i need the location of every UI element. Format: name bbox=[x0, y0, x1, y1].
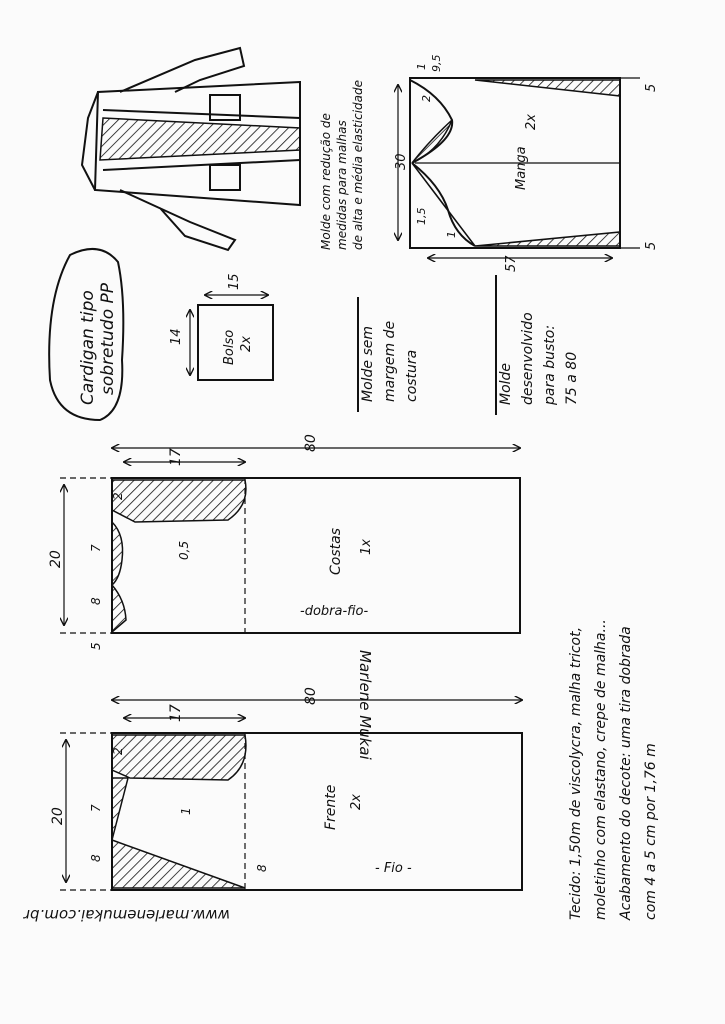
sleeve-m4: 1,5 bbox=[415, 207, 428, 225]
title-line-1: Cardigan tipo bbox=[78, 290, 98, 405]
front-grain-label: - Fio - bbox=[375, 861, 412, 876]
developed-line-1: Molde bbox=[498, 362, 514, 405]
developed-line-4: 75 a 80 bbox=[564, 351, 580, 405]
pocket-width: 14 bbox=[169, 328, 184, 345]
back-fold-label: -dobra-fio- bbox=[300, 604, 369, 619]
front-qty: 2x bbox=[349, 794, 364, 810]
no-seam-note bbox=[358, 297, 420, 412]
pocket-piece bbox=[169, 273, 273, 380]
sleeve-m3: 2 bbox=[420, 95, 433, 102]
front-shoulder: 17 bbox=[168, 704, 184, 722]
title-line-2: sobretudo PP bbox=[98, 282, 118, 395]
front-piece bbox=[50, 687, 522, 890]
back-half: 20 bbox=[48, 550, 64, 568]
back-mark-a: 2 bbox=[111, 492, 125, 500]
front-mark-d: 8 bbox=[89, 854, 103, 862]
pocket-name: Bolso bbox=[222, 329, 237, 365]
front-mark-b: 1 bbox=[179, 807, 193, 815]
back-name: Costas bbox=[328, 528, 344, 575]
reduction-note-line-3: de alta e média elasticidade bbox=[351, 79, 365, 250]
reduction-note-line-2: medidas para malhas bbox=[335, 120, 349, 250]
sleeve-width: 30 bbox=[394, 153, 409, 170]
developed-line-3: para busto: bbox=[542, 324, 558, 405]
fabric-note bbox=[568, 619, 659, 921]
front-mark-e: 8 bbox=[255, 864, 269, 872]
no-seam-line-2: margem de bbox=[382, 320, 398, 402]
back-mark-c: 7 bbox=[89, 544, 103, 552]
front-mark-a: 2 bbox=[111, 747, 125, 755]
back-mark-d: 8 bbox=[89, 597, 103, 605]
sleeve-m1: 1 bbox=[415, 63, 428, 70]
title-bubble bbox=[49, 249, 123, 420]
designer-signature: Marlene Mukai bbox=[356, 650, 374, 760]
sleeve-end-b: 5 bbox=[644, 241, 659, 250]
fabric-line-1: Tecido: 1,50m de viscolycra, malha tricot, bbox=[568, 626, 584, 920]
back-qty: 1x bbox=[359, 539, 374, 555]
back-length: 80 bbox=[303, 434, 319, 452]
website-url: www.marlenemukai.com.br bbox=[23, 906, 230, 924]
sleeve-qty: 2x bbox=[524, 114, 539, 130]
back-shoulder: 17 bbox=[168, 448, 184, 466]
pocket-qty: 2x bbox=[239, 336, 254, 352]
front-mark-c: 7 bbox=[89, 804, 103, 812]
reduction-note-line-1: Molde com redução de bbox=[319, 113, 333, 250]
no-seam-line-1: Molde sem bbox=[360, 325, 376, 402]
developed-line-2: desenvolvido bbox=[520, 312, 536, 405]
back-mark-b: 0,5 bbox=[177, 540, 191, 560]
developed-note bbox=[496, 275, 580, 415]
fabric-line-3: Acabamento do decote: uma tira dobrada bbox=[618, 626, 634, 920]
front-name: Frente bbox=[323, 784, 339, 830]
sleeve-m2: 9,5 bbox=[430, 54, 443, 72]
sleeve-name: Manga bbox=[514, 146, 529, 190]
front-half: 20 bbox=[50, 807, 66, 825]
cardigan-sketch bbox=[82, 48, 300, 250]
no-seam-line-3: costura bbox=[404, 349, 420, 402]
sleeve-m5: 1 bbox=[445, 231, 458, 238]
back-piece bbox=[48, 434, 520, 650]
reduction-note bbox=[319, 80, 365, 250]
sleeve-piece bbox=[394, 55, 659, 273]
sleeve-length: 57 bbox=[504, 255, 519, 272]
back-mark-e: 5 bbox=[89, 642, 103, 650]
fabric-line-2: moletinho com elastano, crepe de malha... bbox=[593, 619, 609, 920]
pocket-height: 15 bbox=[227, 273, 242, 290]
sleeve-end-a: 5 bbox=[644, 83, 659, 92]
fabric-line-4: com 4 a 5 cm por 1,76 m bbox=[643, 743, 659, 920]
front-length: 80 bbox=[303, 687, 319, 705]
